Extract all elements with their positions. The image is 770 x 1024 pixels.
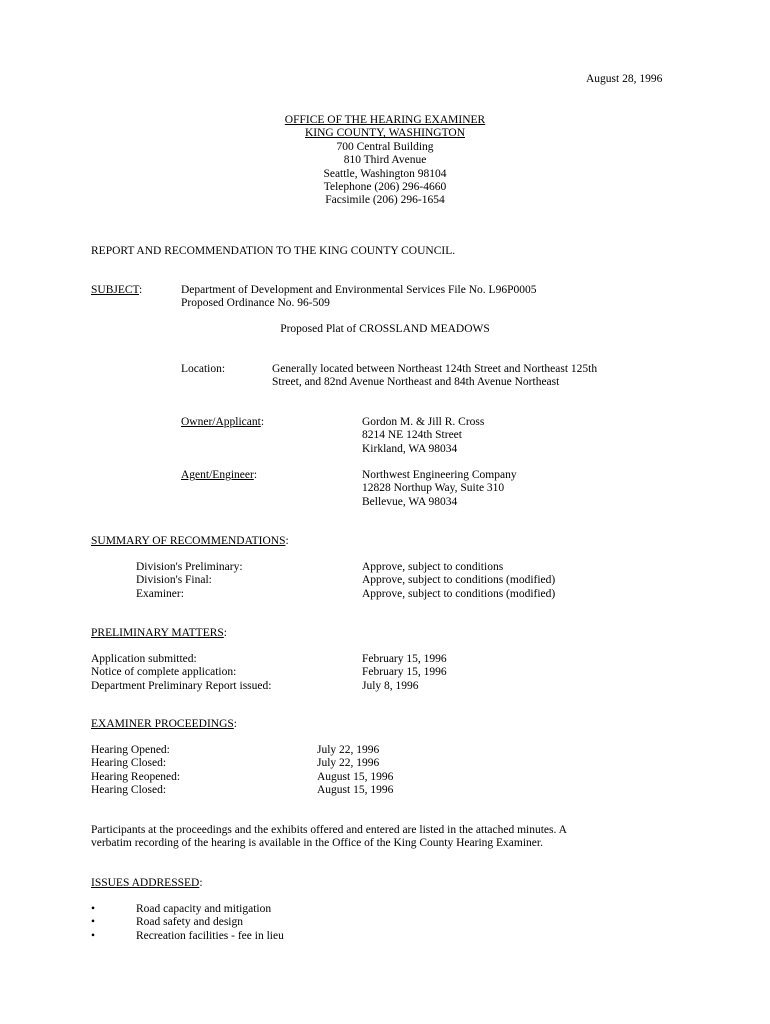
summary-labels [136,561,243,601]
bullet-icon: • [91,929,96,942]
preliminary-item-label: Application submitted: [91,653,197,665]
summary-colon: : [285,535,289,547]
issues-heading: ISSUES ADDRESSED [91,877,200,889]
proceedings-heading-group [91,718,237,731]
preliminary-item-value: February 15, 1996 [362,666,447,679]
owner-label-group [181,416,264,429]
office-address-line: 700 Central Building [336,140,434,153]
office-address-line: 810 Third Avenue [343,154,427,167]
proceedings-item-value: August 15, 1996 [317,784,394,797]
subject-plat-line: Proposed Plat of CROSSLAND MEADOWS [280,323,490,335]
owner-value [362,416,484,456]
subject-colon: : [139,284,143,296]
summary-item-value: Approve, subject to conditions (modified) [362,587,556,600]
office-county: KING COUNTY, WASHINGTON [304,127,466,140]
office-telephone: Telephone (206) 296-4660 [323,181,447,194]
agent-value [362,469,517,509]
issue-item: Road safety and design [136,916,243,929]
participants-paragraph [91,824,567,851]
proceedings-values [317,744,393,798]
office-title: OFFICE OF THE HEARING EXAMINER [284,114,486,126]
proceedings-heading: EXAMINER PROCEEDINGS [91,718,234,730]
subject-ordinance-line: Proposed Ordinance No. 96-509 [181,297,330,309]
owner-city: Kirkland, WA 98034 [362,442,458,455]
bullet-icon: • [91,916,96,929]
proceedings-item-value: August 15, 1996 [317,770,394,783]
proceedings-item-value: July 22, 1996 [317,744,380,756]
issue-item: Road capacity and mitigation [136,903,272,915]
summary-heading-group [91,535,289,548]
report-heading: REPORT AND RECOMMENDATION TO THE KING COUNTY COUNCIL. [91,245,456,257]
agent-city: Bellevue, WA 98034 [362,495,458,508]
issues-list [136,903,284,943]
location-label: Location: [181,363,226,375]
bullet-icon: • [91,903,96,915]
issues-colon: : [199,877,203,889]
preliminary-colon: : [223,627,227,639]
summary-item-value: Approve, subject to conditions [362,561,504,573]
office-header [0,114,770,208]
owner-label: Owner/Applicant [181,416,261,428]
issues-heading-group [91,877,203,890]
preliminary-heading: PRELIMINARY MATTERS [91,627,224,639]
owner-colon: : [260,416,265,428]
participants-line: Participants at the proceedings and the exhibits offered and entered are listed in the attached minutes. A [91,824,567,836]
agent-street: 12828 Northup Way, Suite 310 [362,482,505,495]
proceedings-item-label: Hearing Closed: [91,757,167,770]
subject-file-line: Department of Development and Environmental Services File No. L96P0005 [181,284,537,296]
summary-values [362,561,555,601]
summary-item-label: Examiner: [136,587,184,600]
preliminary-item-label: Department Preliminary Report issued: [91,679,272,692]
proceedings-item-label: Hearing Reopened: [91,770,181,783]
issues-bullets [91,903,95,943]
owner-street: 8214 NE 124th Street [362,429,462,442]
office-facsimile: Facsimile (206) 296-1654 [325,194,445,207]
agent-company: Northwest Engineering Company [362,469,517,481]
document-date: August 28, 1996 [586,73,663,85]
subject-label-group [91,284,142,297]
owner-name: Gordon M. & Jill R. Cross [362,416,485,428]
location-line: Generally located between Northeast 124th Street and Northeast 125th [272,363,598,375]
summary-item-label: Division's Final: [136,574,212,587]
issue-item: Recreation facilities - fee in lieu [136,929,284,942]
location-value [272,363,597,390]
participants-line: verbatim recording of the hearing is available in the Office of the King County Hearing Examiner. [91,837,543,850]
summary-heading: SUMMARY OF RECOMMENDATIONS [91,535,286,547]
preliminary-labels [91,653,271,693]
agent-label: Agent/Engineer [181,469,254,481]
preliminary-item-label: Notice of complete application: [91,666,237,679]
proceedings-item-label: Hearing Closed: [91,784,167,797]
proceedings-colon: : [233,718,237,730]
preliminary-heading-group [91,627,227,640]
preliminary-item-value: July 8, 1996 [362,679,419,692]
preliminary-item-value: February 15, 1996 [362,653,447,665]
summary-item-value: Approve, subject to conditions (modified) [362,574,556,587]
summary-item-label: Division's Preliminary: [136,561,243,573]
location-line: Street, and 82nd Avenue Northeast and 84th Avenue Northeast [272,376,560,389]
office-address-line: Seattle, Washington 98104 [323,167,447,180]
subject-label: SUBJECT [91,284,139,296]
proceedings-item-value: July 22, 1996 [317,757,380,770]
proceedings-labels [91,744,180,798]
proceedings-item-label: Hearing Opened: [91,744,170,756]
preliminary-values [362,653,447,693]
agent-colon: : [253,469,258,481]
agent-label-group [181,469,257,482]
